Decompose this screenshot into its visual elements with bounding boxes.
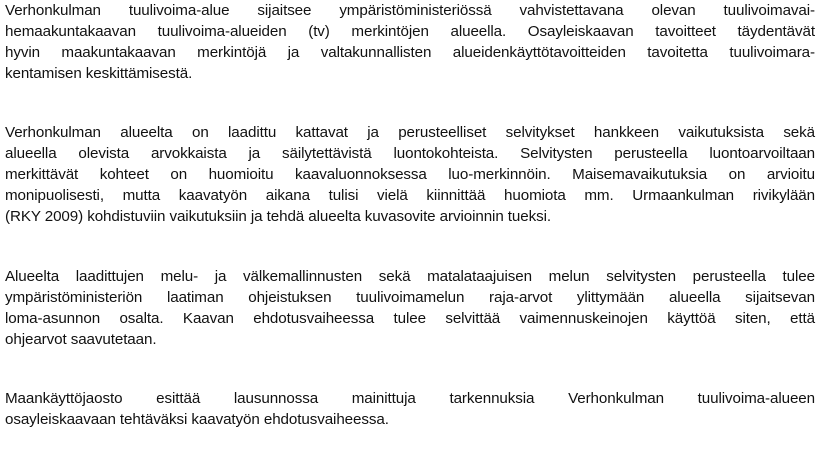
paragraph-3 bbox=[5, 266, 815, 350]
paragraph-2-line-5: (RKY 2009) kohdistuviin vaikutuksiin ja tehdä alueelta kuvasovite arvioinnin tueksi. bbox=[5, 208, 551, 225]
paragraph-3-line-4: ohjearvot saavutetaan. bbox=[5, 331, 157, 348]
paragraph-1-line-4: kentamisen keskittämisestä. bbox=[5, 65, 193, 82]
paragraph-2-line-4: monipuolisesti, mutta kaavatyön aikana tulisi vielä kiinnittää huomiota mm. Urmaankulman rivikylään bbox=[5, 187, 815, 204]
paragraph-3-line-2: ympäristöministeriön laatiman ohjeistuksen tuulivoimamelun raja-arvot ylittymään alueella sijaitsevan bbox=[5, 289, 815, 306]
document-page bbox=[5, 0, 815, 450]
paragraph-2 bbox=[5, 122, 815, 227]
paragraph-1-line-3: hyvin maakuntakaavan merkintöjä ja valtakunnallisten alueidenkäyttötavoitteiden tavoitetta tuulivoimara- bbox=[5, 44, 815, 61]
paragraph-1-line-1: Verhonkulman tuulivoima-alue sijaitsee ympäristöministeriössä vahvistettavana olevan tuulivoimavai- bbox=[5, 2, 815, 19]
paragraph-4-line-2: osayleiskaavaan tehtäväksi kaavatyön ehdotusvaiheessa. bbox=[5, 411, 389, 428]
paragraph-1 bbox=[5, 0, 815, 84]
paragraph-2-line-2: alueella olevista arvokkaista ja säilytettävistä luontokohteista. Selvitysten perusteella luontoarvoiltaan bbox=[5, 145, 815, 162]
paragraph-3-line-3: loma-asunnon osalta. Kaavan ehdotusvaiheessa tulee selvittää vaimennuskeinojen käyttöä siten, että bbox=[5, 310, 815, 327]
paragraph-4-line-1: Maankäyttöjaosto esittää lausunnossa mainittuja tarkennuksia Verhonkulman tuulivoima-alueen bbox=[5, 390, 815, 407]
paragraph-2-line-3: merkittävät kohteet on huomioitu kaavaluonnoksessa luo-merkinnöin. Maisemavaikutuksia on arvioitu bbox=[5, 166, 815, 183]
paragraph-2-line-1: Verhonkulman alueelta on laadittu kattavat ja perusteelliset selvitykset hankkeen vaikutuksista sekä bbox=[5, 124, 815, 141]
paragraph-1-line-2: hemaakuntakaavan tuulivoima-alueiden (tv) merkintöjen alueella. Osayleiskaavan tavoitteet täydentävät bbox=[5, 23, 815, 40]
paragraph-3-line-1: Alueelta laadittujen melu- ja välkemallinnusten sekä matalataajuisen melun selvitysten perusteella tulee bbox=[5, 268, 815, 285]
paragraph-4 bbox=[5, 388, 815, 430]
